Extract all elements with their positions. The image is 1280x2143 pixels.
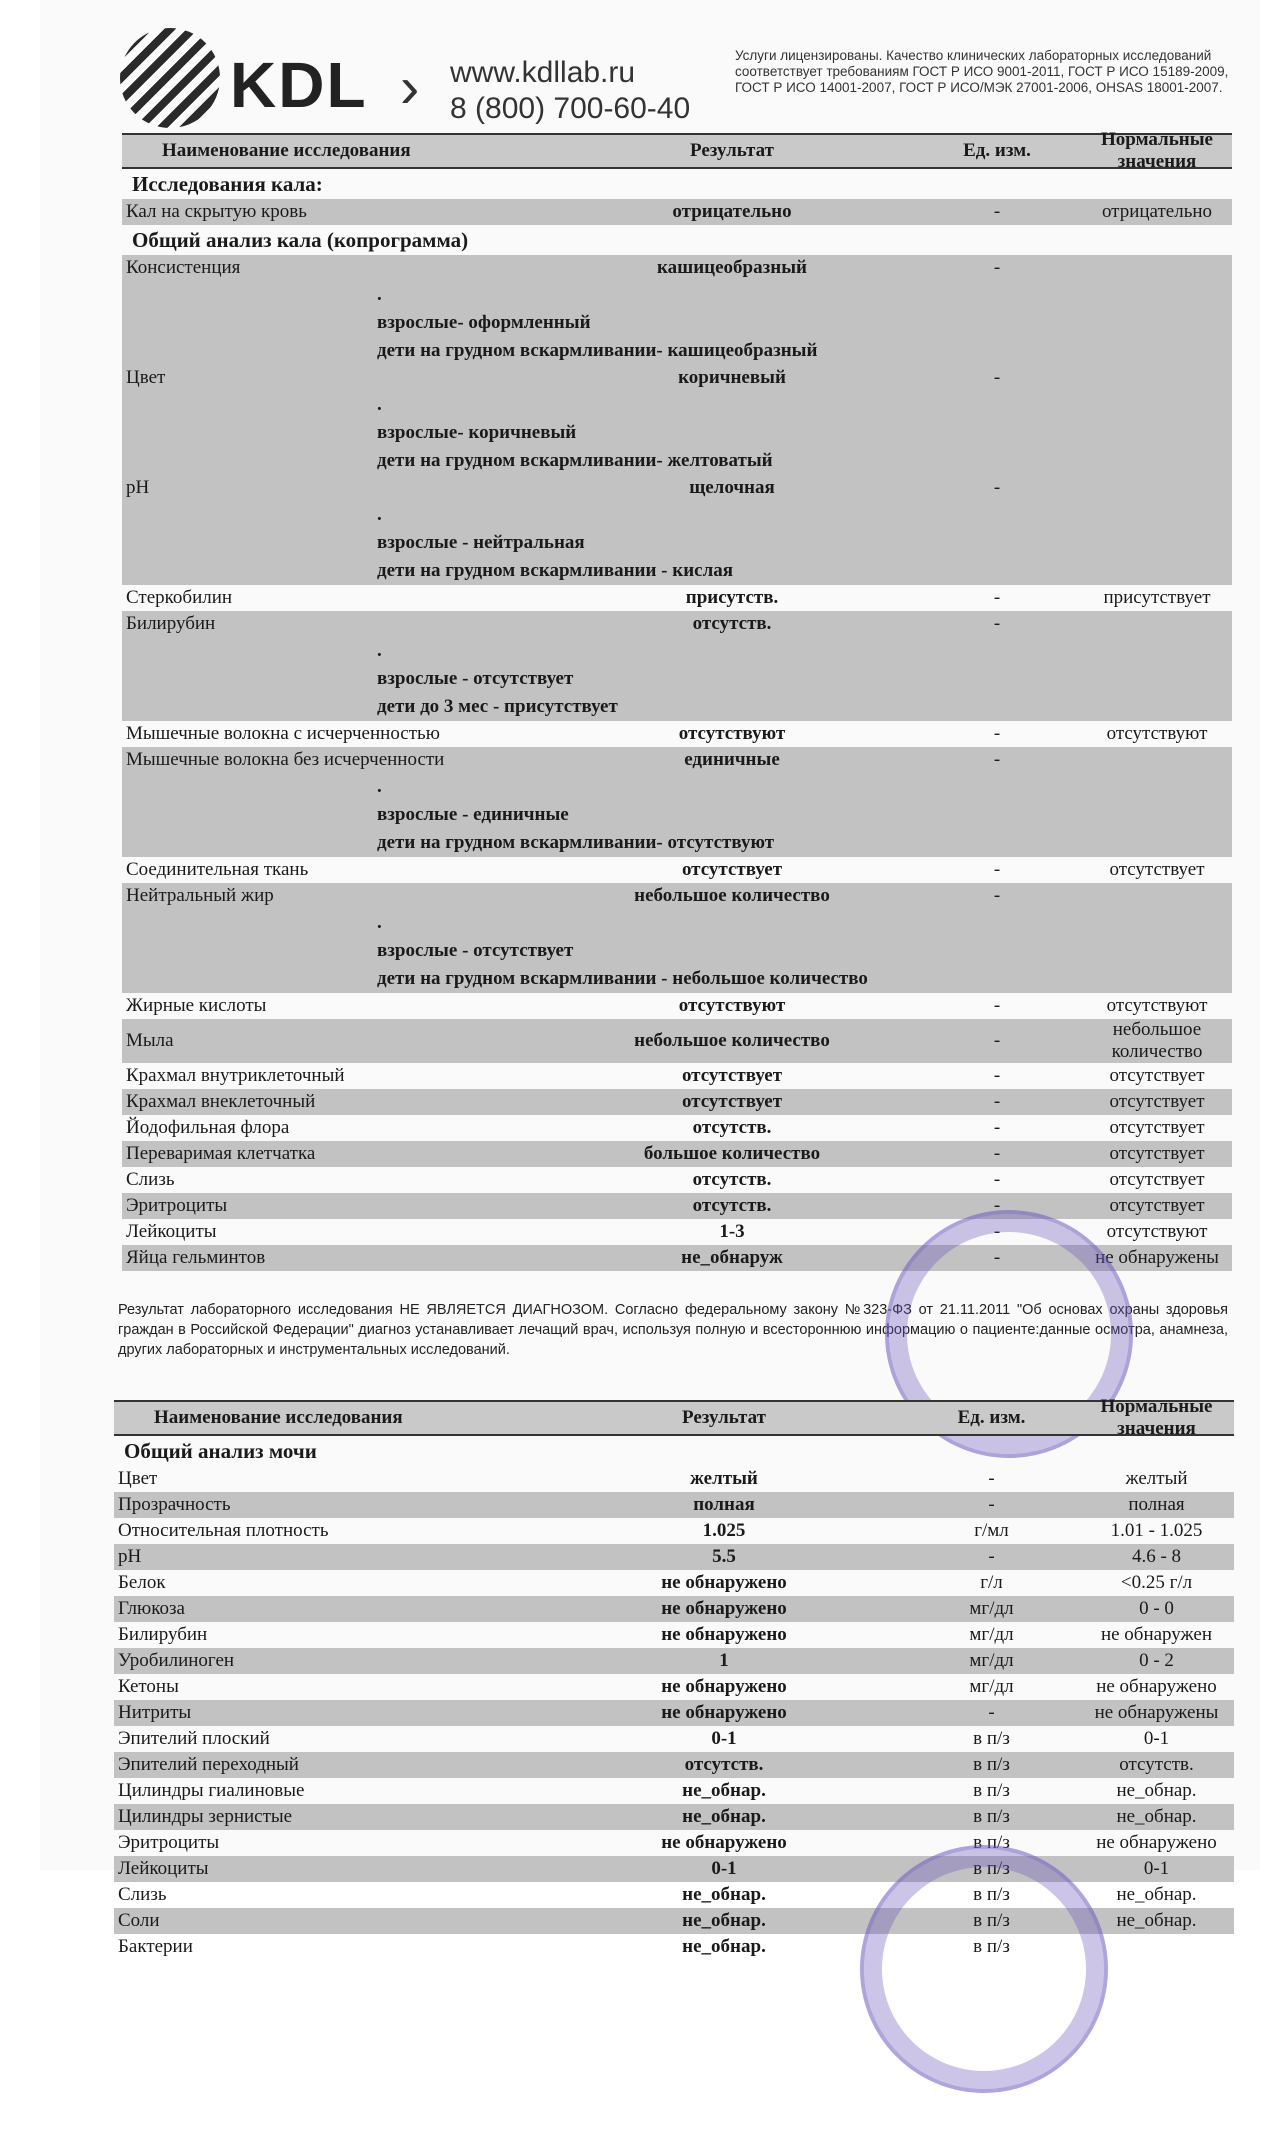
test-name: Билирубин — [118, 1624, 208, 1645]
test-result: отсутств. — [692, 613, 772, 634]
row-main — [122, 1019, 1232, 1063]
col-unit-header: Ед. изм. — [957, 1407, 1026, 1428]
test-result: 5.5 — [712, 1546, 736, 1567]
test-result: не_обнаруж — [681, 1247, 783, 1268]
test-unit: - — [993, 587, 1001, 608]
test-unit: - — [993, 1091, 1001, 1112]
table-row — [114, 1466, 1234, 1492]
test-result: отсутств. — [692, 1195, 772, 1216]
test-norm: 0 - 0 — [1139, 1598, 1174, 1619]
table-row — [114, 1804, 1234, 1830]
row-main — [114, 1700, 1234, 1726]
row-main — [114, 1752, 1234, 1778]
test-name: Цвет — [126, 367, 166, 388]
ref-dot: . — [377, 504, 382, 525]
test-name: pH — [126, 477, 150, 498]
reference-children: дети на грудном вскармливании - кислая — [377, 560, 734, 581]
row-main — [114, 1830, 1234, 1856]
license-text: Услуги лицензированы. Качество клинических лабораторных исследований соответствует требованиям ГОСТ Р ИСО 9001-2011, ГОСТ Р ИСО 15189-2009, ГОСТ Р ИСО 14001-2007, ГОСТ Р ИСО/МЭК 27001-2006, OHSAS 18001-2007. — [735, 48, 1229, 95]
test-unit: в п/з — [973, 1780, 1010, 1801]
row-main — [122, 1141, 1232, 1167]
test-unit: - — [993, 859, 1001, 880]
row-main — [114, 1466, 1234, 1492]
reference-children: дети на грудном вскармливании- кашицеобразный — [377, 340, 818, 361]
test-name: Эпителий плоский — [118, 1728, 270, 1749]
test-unit: в п/з — [973, 1806, 1010, 1827]
test-name: Слизь — [126, 1169, 175, 1190]
test-norm: отрицательно — [1101, 201, 1213, 222]
test-unit: г/л — [980, 1572, 1003, 1593]
row-main — [122, 255, 1232, 281]
reference-adults: взрослые- коричневый — [377, 422, 577, 443]
row-main — [114, 1622, 1234, 1648]
test-norm: отсутств. — [1119, 1754, 1194, 1775]
test-unit: - — [993, 1169, 1001, 1190]
test-norm: не_обнар. — [1116, 1806, 1197, 1827]
test-unit: в п/з — [973, 1884, 1010, 1905]
test-unit: - — [993, 477, 1001, 498]
test-name: Цилиндры гиалиновые — [118, 1780, 305, 1801]
row-main — [114, 1648, 1234, 1674]
test-norm: полная — [1128, 1494, 1185, 1515]
kdl-logo-icon — [120, 28, 220, 128]
table-header — [114, 1396, 1234, 1439]
test-unit: - — [993, 1065, 1001, 1086]
col-name-header: Наименование исследования — [162, 140, 411, 161]
test-unit: - — [993, 723, 1001, 744]
test-unit: - — [993, 1030, 1001, 1051]
table-row — [122, 365, 1232, 475]
row-main — [122, 365, 1232, 391]
phone-number: 8 (800) 700-60-40 — [450, 92, 691, 125]
ref-dot: . — [377, 912, 382, 933]
test-name: Мышечные волокна без исчерченности — [126, 749, 445, 770]
row-main — [114, 1596, 1234, 1622]
table-row — [114, 1518, 1234, 1544]
table-row — [114, 1778, 1234, 1804]
row-main — [122, 1167, 1232, 1193]
table-row — [122, 1063, 1232, 1089]
test-norm: 0-1 — [1143, 1728, 1170, 1749]
test-result: не обнаружено — [661, 1676, 787, 1697]
test-unit: - — [993, 1221, 1001, 1242]
seal-stamp — [860, 1845, 1108, 2093]
test-unit: - — [993, 1143, 1001, 1164]
row-main — [114, 1570, 1234, 1596]
test-name: Глюкоза — [118, 1598, 185, 1619]
test-result: не_обнар. — [682, 1884, 766, 1905]
row-main — [122, 721, 1232, 747]
test-unit: - — [993, 1247, 1001, 1268]
test-norm: отсутствуют — [1106, 723, 1208, 744]
test-unit: - — [993, 1117, 1001, 1138]
test-norm: отсутствуют — [1106, 995, 1208, 1016]
stool-rows — [122, 255, 1232, 1271]
test-name: Эритроциты — [118, 1832, 220, 1853]
row-main — [122, 1063, 1232, 1089]
test-result: небольшое количество — [634, 885, 830, 906]
test-name: Яйца гельминтов — [126, 1247, 266, 1268]
disclaimer: Результат лабораторного исследования НЕ ЯВЛЯЕТСЯ ДИАГНОЗОМ. Согласно федеральному закону №323-ФЗ от 21.11.2011 "Об основах охраны здоровья граждан в Российской Федерации" диагноз устанавливает лечащий врач, используя полную и всестороннюю информацию о пациенте:данные осмотра, анамнеза, других лабораторных и инструментальных исследований. — [118, 1302, 1228, 1358]
test-result: отсутствуют — [678, 723, 786, 744]
table-row — [122, 199, 1232, 225]
test-unit: в п/з — [973, 1832, 1010, 1853]
test-name: Кетоны — [118, 1676, 179, 1697]
table-row — [122, 1019, 1232, 1063]
test-unit: - — [993, 1195, 1001, 1216]
row-main — [114, 1518, 1234, 1544]
col-name-header: Наименование исследования — [154, 1407, 403, 1428]
test-norm: не обнаружено — [1096, 1676, 1217, 1697]
test-result: большое количество — [643, 1143, 821, 1164]
test-result: присутств. — [685, 587, 779, 608]
test-name: pH — [118, 1546, 142, 1567]
test-norm: отсутствует — [1109, 1117, 1205, 1138]
test-name: Крахмал внутриклеточный — [126, 1065, 345, 1086]
test-unit: в п/з — [973, 1910, 1010, 1931]
table-header — [122, 129, 1232, 172]
test-name: Крахмал внеклеточный — [126, 1091, 316, 1112]
stool-results-table — [122, 129, 1232, 1271]
test-norm: не_обнар. — [1116, 1780, 1197, 1801]
table-row — [122, 857, 1232, 883]
test-norm: отсутствует — [1109, 1169, 1205, 1190]
table-row — [114, 1622, 1234, 1648]
test-unit: - — [988, 1494, 995, 1515]
test-norm: 4.6 - 8 — [1131, 1546, 1182, 1567]
test-norm: 0 - 2 — [1139, 1650, 1174, 1671]
test-name: Эпителий переходный — [118, 1754, 299, 1775]
test-unit: - — [993, 367, 1001, 388]
row-main — [122, 857, 1232, 883]
reference-children: дети на грудном вскармливании- желтоватый — [377, 450, 773, 471]
test-result: не обнаружено — [661, 1572, 787, 1593]
test-result: 1-3 — [719, 1221, 745, 1242]
test-result: отсутств. — [684, 1754, 764, 1775]
section-title: Исследования кала: — [132, 171, 323, 196]
table-row — [114, 1752, 1234, 1778]
table-row — [122, 721, 1232, 747]
test-unit: в п/з — [973, 1858, 1010, 1879]
table-row — [122, 883, 1232, 993]
test-name: Соли — [118, 1910, 160, 1931]
test-unit: - — [988, 1546, 995, 1567]
test-result: 1 — [719, 1650, 729, 1671]
table-row — [122, 1167, 1232, 1193]
table-row — [122, 747, 1232, 857]
table-row — [122, 1141, 1232, 1167]
test-unit: мг/дл — [969, 1624, 1014, 1645]
ref-dot: . — [377, 776, 382, 797]
test-unit: в п/з — [973, 1936, 1010, 1957]
test-result: не_обнар. — [682, 1910, 766, 1931]
test-norm: 0-1 — [1143, 1858, 1170, 1879]
test-result: 1.025 — [702, 1520, 746, 1541]
table-row — [114, 1544, 1234, 1570]
test-norm: не_обнар. — [1116, 1910, 1197, 1931]
test-result: желтый — [690, 1468, 758, 1489]
table-row — [122, 1089, 1232, 1115]
reference-children: дети до 3 мес - присутствует — [377, 696, 618, 717]
section-title: Общий анализ кала (копрограмма) — [132, 227, 469, 252]
test-name: Бактерии — [118, 1936, 193, 1957]
test-name: Цилиндры зернистые — [118, 1806, 293, 1827]
col-unit-header: Ед. изм. — [963, 140, 1031, 161]
test-name: Лейкоциты — [126, 1221, 217, 1242]
test-norm: 1.01 - 1.025 — [1110, 1520, 1203, 1541]
test-name: Цвет — [118, 1468, 158, 1489]
test-unit: мг/дл — [969, 1650, 1014, 1671]
row-main — [114, 1726, 1234, 1752]
table-row — [122, 475, 1232, 585]
test-result: отсутствует — [681, 1091, 783, 1112]
test-norm: <0.25 г/л — [1120, 1572, 1193, 1593]
table-row — [114, 1648, 1234, 1674]
test-norm: отсутствует — [1109, 859, 1205, 880]
test-result: кашицеобразный — [657, 257, 807, 278]
test-unit: в п/з — [973, 1754, 1010, 1775]
test-norm: не обнаружены — [1095, 1247, 1219, 1268]
test-name: Переваримая клетчатка — [126, 1143, 316, 1164]
test-result: 0-1 — [711, 1728, 737, 1749]
test-norm: отсутствует — [1109, 1195, 1205, 1216]
ref-dot: . — [377, 284, 382, 305]
test-name: Уробилиноген — [118, 1650, 235, 1671]
row-main — [122, 1089, 1232, 1115]
test-name: Нитриты — [118, 1702, 192, 1723]
test-name: Жирные кислоты — [126, 995, 267, 1016]
row-main — [114, 1674, 1234, 1700]
table-row — [122, 255, 1232, 365]
test-norm: не обнаружены — [1094, 1702, 1219, 1723]
table-row — [122, 1115, 1232, 1141]
test-name: Стеркобилин — [126, 587, 233, 608]
test-norm: не обнаружен — [1100, 1624, 1213, 1645]
table-row — [122, 585, 1232, 611]
test-result: не_обнар. — [682, 1780, 766, 1801]
test-name: Эритроциты — [126, 1195, 228, 1216]
table-row — [122, 1193, 1232, 1219]
test-norm: желтый — [1125, 1468, 1188, 1489]
test-name: Нейтральный жир — [126, 885, 274, 906]
row-main — [122, 585, 1232, 611]
test-name: Соединительная ткань — [126, 859, 309, 880]
row-main — [122, 475, 1232, 501]
row-main — [114, 1804, 1234, 1830]
test-name: Относительная плотность — [118, 1520, 329, 1541]
test-norm: присутствует — [1103, 587, 1211, 608]
test-result: полная — [693, 1494, 755, 1515]
test-unit: г/мл — [974, 1520, 1009, 1541]
row-main — [122, 747, 1232, 773]
test-unit: - — [988, 1702, 995, 1723]
test-name: Прозрачность — [118, 1494, 231, 1515]
ref-dot: . — [377, 394, 382, 415]
reference-adults: взрослые - отсутствует — [377, 940, 574, 961]
row-main — [114, 1778, 1234, 1804]
test-name: Слизь — [118, 1884, 167, 1905]
test-name: Мыла — [126, 1030, 174, 1051]
reference-children: дети на грудном вскармливании- отсутствуют — [377, 832, 775, 853]
test-unit: - — [993, 613, 1001, 634]
test-norm: отсутствует — [1109, 1143, 1205, 1164]
test-result: отсутств. — [692, 1117, 772, 1138]
test-result: небольшое количество — [634, 1030, 830, 1051]
row-main — [122, 611, 1232, 637]
brand-name: KDL — [230, 49, 368, 121]
test-unit: - — [993, 995, 1001, 1016]
col-norm-header: Нормальные значения — [1101, 129, 1213, 172]
table-row — [114, 1492, 1234, 1518]
test-norm: небольшое количество — [1111, 1019, 1203, 1062]
table-row — [122, 611, 1232, 721]
test-norm: отсутствует — [1109, 1091, 1205, 1112]
test-norm: отсутствуют — [1106, 1221, 1208, 1242]
col-result-header: Результат — [682, 1407, 766, 1428]
table-row — [114, 1830, 1234, 1856]
test-norm: отсутствует — [1109, 1065, 1205, 1086]
test-result: отрицательно — [672, 201, 792, 222]
test-norm: не_обнар. — [1116, 1884, 1197, 1905]
test-unit: мг/дл — [969, 1676, 1014, 1697]
test-result: не обнаружено — [661, 1624, 787, 1645]
test-result: щелочная — [689, 477, 775, 498]
test-result: отсутствует — [681, 1065, 783, 1086]
row-main — [122, 883, 1232, 909]
reference-adults: взрослые - нейтральная — [377, 532, 585, 553]
table-row — [122, 993, 1232, 1019]
row-main — [122, 1115, 1232, 1141]
test-name: Лейкоциты — [118, 1858, 209, 1879]
col-norm-header: Нормальные значения — [1100, 1396, 1213, 1439]
test-result: не_обнар. — [682, 1936, 766, 1957]
reference-adults: взрослые - отсутствует — [377, 668, 574, 689]
row-main — [122, 993, 1232, 1019]
test-result: не обнаружено — [661, 1832, 787, 1853]
test-name: Белок — [118, 1572, 166, 1593]
test-unit: - — [988, 1468, 995, 1489]
section-title: Общий анализ мочи — [124, 1438, 317, 1463]
test-unit: - — [993, 749, 1001, 770]
reference-adults: взрослые- оформленный — [377, 312, 591, 333]
test-name: Кал на скрытую кровь — [126, 201, 307, 222]
test-unit: мг/дл — [969, 1598, 1014, 1619]
test-result: коричневый — [678, 367, 786, 388]
test-result: отсутствуют — [678, 995, 786, 1016]
row-main — [114, 1492, 1234, 1518]
test-norm: не обнаружено — [1096, 1832, 1217, 1853]
test-name: Мышечные волокна с исчерченностью — [126, 723, 440, 744]
test-result: 0-1 — [711, 1858, 737, 1879]
test-unit: - — [993, 257, 1001, 278]
test-result: не обнаружено — [661, 1702, 787, 1723]
table-row — [114, 1570, 1234, 1596]
website: www.kdllab.ru — [450, 56, 636, 89]
row-main — [122, 1193, 1232, 1219]
test-result: отсутствует — [681, 859, 783, 880]
test-unit: - — [993, 885, 1001, 906]
table-row — [114, 1596, 1234, 1622]
test-name: Йодофильная флора — [126, 1117, 290, 1138]
table-row — [114, 1700, 1234, 1726]
test-unit: - — [993, 201, 1001, 222]
test-name: Консистенция — [126, 257, 241, 278]
col-result-header: Результат — [690, 140, 774, 161]
test-result: единичные — [684, 749, 780, 770]
ref-dot: . — [377, 640, 382, 661]
test-unit: в п/з — [973, 1728, 1010, 1749]
reference-children: дети на грудном вскармливании - небольшое количество — [377, 968, 868, 989]
test-result: не обнаружено — [661, 1598, 787, 1619]
table-row — [114, 1674, 1234, 1700]
test-result: отсутств. — [692, 1169, 772, 1190]
test-name: Билирубин — [126, 613, 216, 634]
test-result: не_обнар. — [682, 1806, 766, 1827]
chevron-right-icon: › — [400, 55, 420, 120]
reference-adults: взрослые - единичные — [377, 804, 569, 825]
table-row — [114, 1726, 1234, 1752]
row-main — [114, 1544, 1234, 1570]
